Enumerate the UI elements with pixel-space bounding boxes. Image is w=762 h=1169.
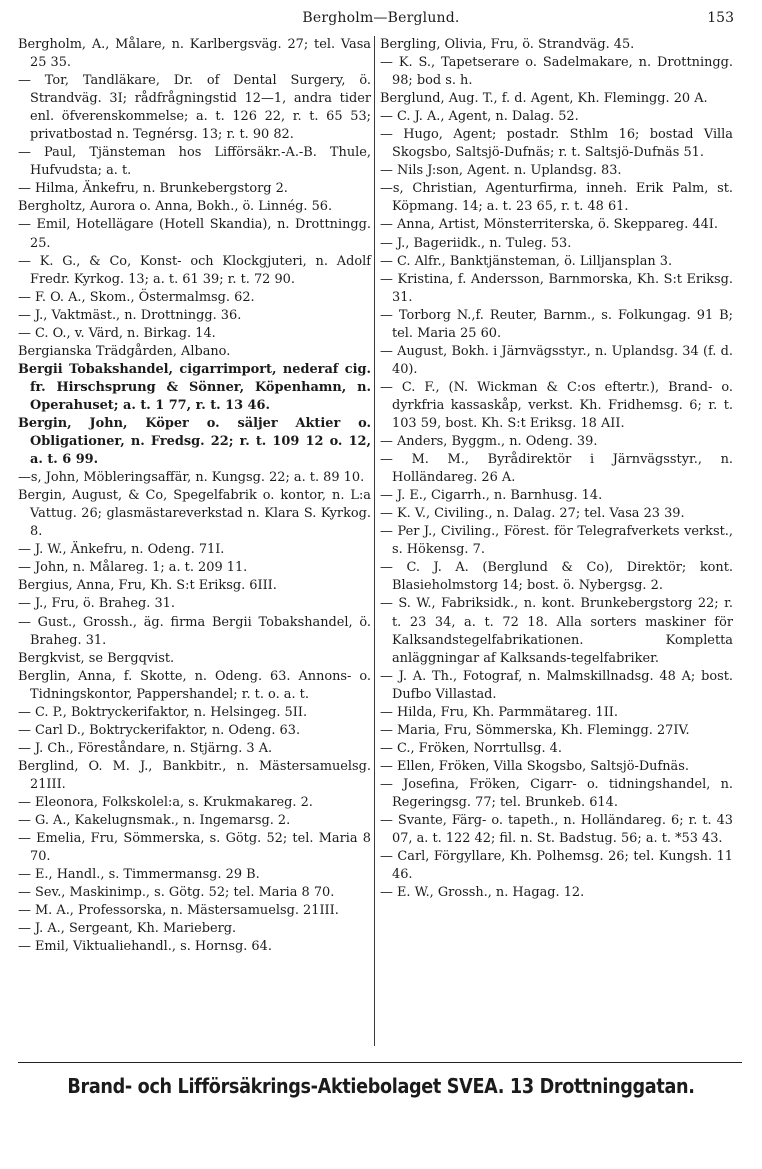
directory-entry: — Hilda, Fru, Kh. Parmmätareg. 1II. — [380, 704, 618, 720]
directory-entry: — J., Bageriidk., n. Tuleg. 53. — [380, 235, 572, 251]
directory-entry: — Carl, Förgyllare, Kh. Polhemsg. 26; tel. Kungsh. 11 46. — [380, 849, 733, 883]
directory-entry: — Paul, Tjänsteman hos Lifförsäkr.-A.-B. Thule, Hufvudsta; a. t. — [18, 145, 371, 179]
directory-entry: — F. O. A., Skom., Östermalmsg. 62. — [18, 289, 255, 305]
directory-entry: — Emelia, Fru, Sömmerska, s. Götg. 52; tel. Maria 8 70. — [18, 831, 371, 865]
directory-entry: — C., Fröken, Norrtullsg. 4. — [380, 740, 562, 756]
advertisement-banner: Brand- och Lifförsäkrings-Aktiebolaget SVEA. 13 Drottninggatan. — [67, 1074, 695, 1098]
directory-entry: — Kristina, f. Andersson, Barnmorska, Kh. S:t Eriksg. 31. — [380, 271, 733, 305]
footer-rule — [18, 1062, 742, 1063]
directory-entry: — K. S., Tapetserare o. Sadelmakare, n. Drottningg. 98; bod s. h. — [380, 55, 733, 89]
directory-entry: — J. E., Cigarrh., n. Barnhusg. 14. — [380, 488, 603, 504]
directory-entry: Bergholm, A., Målare, n. Karlbergsväg. 27; tel. Vasa 25 35. — [18, 37, 371, 71]
directory-entry: — Hilma, Änkefru, n. Brunkebergstorg 2. — [18, 181, 288, 197]
directory-entry: — J. Ch., Föreståndare, n. Stjärng. 3 A. — [18, 740, 273, 756]
directory-entry: Bergius, Anna, Fru, Kh. S:t Eriksg. 6III. — [18, 578, 277, 594]
directory-entry: — J., Vaktmäst., n. Drottningg. 36. — [18, 307, 242, 323]
directory-entry: — C. F., (N. Wickman & C:os eftertr.), Brand- o. dyrkfria kassaskåp, verkst. Kh. Fridhemsg. 6; r. t. 103 59, bost. Kh. S:t Eriksg. 18 AII. — [380, 379, 733, 431]
directory-entry: — Tor, Tandläkare, Dr. of Dental Surgery, ö. Strandväg. 3I; rådfrågningstid 12—1, andra tider enl. öfverenskommelse; a. t. 126 22, r. t. 65 53; privatbostad n. Tegnérsg. 13; r. t. 90 82. — [18, 73, 371, 143]
directory-entry: — J. W., Änkefru, n. Odeng. 71I. — [18, 542, 225, 558]
directory-entry: — Emil, Viktualiehandl., s. Hornsg. 64. — [18, 939, 272, 955]
directory-entry: — S. W., Fabriksidk., n. kont. Brunkebergstorg 22; r. t. 23 34, a. t. 72 18. Alla sorters maskiner för Kalksandstegelfabrikationen. Kompletta anläggningar af Kalksands-tegelfabriker. — [380, 596, 733, 666]
directory-entry: — Torborg N.,f. Reuter, Barnm., s. Folkungag. 91 B; tel. Maria 25 60. — [380, 307, 733, 341]
directory-entry: — Nils J:son, Agent. n. Uplandsg. 83. — [380, 163, 622, 179]
directory-entry: — J., Fru, ö. Braheg. 31. — [18, 596, 175, 612]
directory-entry: Berglind, O. M. J., Bankbitr., n. Mästersamuelsg. 21III. — [18, 758, 371, 792]
directory-entry: — Hugo, Agent; postadr. Sthlm 16; bostad Villa Skogsbo, Saltsjö-Dufnäs; r. t. Saltsjö-Dufnäs 51. — [380, 127, 733, 161]
directory-entry: — Anders, Byggm., n. Odeng. 39. — [380, 434, 598, 450]
directory-entry: Berglund, Aug. T., f. d. Agent, Kh. Flemingg. 20 A. — [380, 91, 708, 107]
directory-entry: — Ellen, Fröken, Villa Skogsbo, Saltsjö-Dufnäs. — [380, 758, 689, 774]
directory-entry: — Eleonora, Folkskolel:a, s. Krukmakareg. 2. — [18, 794, 313, 810]
directory-entry: —s, John, Möbleringsaffär, n. Kungsg. 22; a. t. 89 10. — [18, 470, 365, 486]
directory-columns — [18, 36, 742, 1054]
directory-entry: — C. J. A. (Berglund & Co), Direktör; kont. Blasieholmstorg 14; bost. ö. Nybergsg. 2. — [380, 560, 733, 594]
directory-entry: — K. G., & Co, Konst- och Klockgjuteri, n. Adolf Fredr. Kyrkog. 13; a. t. 61 39; r. t. 72 90. — [18, 253, 371, 287]
directory-entry: — Per J., Civiling., Förest. för Telegrafverkets verkst., s. Hökensg. 7. — [380, 524, 733, 558]
directory-entry: Bergin, John, Köper o. säljer Aktier o. Obligationer, n. Fredsg. 22; r. t. 109 12 o. 12, a. t. 6 99. — [18, 415, 371, 468]
page-number: 153 — [707, 10, 734, 26]
directory-entry: — M. A., Professorska, n. Mästersamuelsg. 21III. — [18, 903, 339, 919]
directory-entry: Bergin, August, & Co, Spegelfabrik o. kontor, n. L:a Vattug. 26; glasmästareverkstad n. Klara S. Kyrkog. 8. — [18, 488, 371, 540]
directory-entry: — Maria, Fru, Sömmerska, Kh. Flemingg. 27IV. — [380, 722, 690, 738]
directory-entry: — Svante, Färg- o. tapeth., n. Holländareg. 6; r. t. 43 07, a. t. 122 42; fil. n. St. Badstug. 56; a. t. *53 43. — [380, 813, 733, 847]
directory-entry: — Josefina, Fröken, Cigarr- o. tidningshandel, n. Regeringsg. 77; tel. Brunkeb. 614. — [380, 776, 733, 810]
directory-entry: — C. Alfr., Banktjänsteman, ö. Lilljansplan 3. — [380, 253, 673, 269]
directory-entry: — C. P., Boktryckerifaktor, n. Helsingeg. 5II. — [18, 704, 308, 720]
directory-entry: — E. W., Grossh., n. Hagag. 12. — [380, 885, 585, 901]
directory-entry: — Emil, Hotellägare (Hotell Skandia), n. Drottningg. 25. — [18, 217, 371, 251]
directory-entry: — Gust., Grossh., äg. firma Bergii Tobakshandel, ö. Braheg. 31. — [18, 614, 371, 648]
directory-entry: — John, n. Målareg. 1; a. t. 209 11. — [18, 560, 248, 576]
directory-entry: — G. A., Kakelugnsmak., n. Ingemarsg. 2. — [18, 813, 291, 829]
page-header — [18, 10, 744, 32]
right-column — [380, 36, 733, 902]
directory-entry: — Anna, Artist, Mönsterriterska, ö. Skeppareg. 44I. — [380, 217, 718, 233]
directory-entry: Berglin, Anna, f. Skotte, n. Odeng. 63. Annons- o. Tidningskontor, Pappershandel; r. t. o. a. t. — [18, 668, 371, 702]
directory-entry: — M. M., Byrådirektör i Järnvägsstyr., n. Holländareg. 26 A. — [380, 452, 733, 486]
directory-entry: — Carl D., Boktryckerifaktor, n. Odeng. 63. — [18, 722, 301, 738]
left-column — [18, 36, 371, 956]
directory-entry: Bergholtz, Aurora o. Anna, Bokh., ö. Linnég. 56. — [18, 199, 333, 215]
directory-entry: — J. A. Th., Fotograf, n. Malmskillnadsg. 48 A; bost. Dufbo Villastad. — [380, 668, 733, 702]
directory-entry: — C. O., v. Värd, n. Birkag. 14. — [18, 325, 216, 341]
running-title: Bergholm—Berglund. — [302, 10, 460, 26]
directory-entry: — Sev., Maskinimp., s. Götg. 52; tel. Maria 8 70. — [18, 885, 335, 901]
directory-entry: — K. V., Civiling., n. Dalag. 27; tel. Vasa 23 39. — [380, 506, 685, 522]
directory-entry: — C. J. A., Agent, n. Dalag. 52. — [380, 109, 579, 125]
directory-entry: Bergianska Trädgården, Albano. — [18, 343, 231, 359]
directory-entry: Bergkvist, se Bergqvist. — [18, 650, 175, 666]
directory-entry: Bergling, Olivia, Fru, ö. Strandväg. 45. — [380, 37, 635, 52]
column-divider — [374, 36, 375, 1046]
directory-entry: —s, Christian, Agenturfirma, inneh. Erik Palm, st. Köpmang. 14; a. t. 23 65, r. t. 48 61. — [380, 181, 733, 215]
directory-entry: Bergii Tobakshandel, cigarrimport, nederaf cig. fr. Hirschsprung & Sönner, Köpenhamn, n. Operahuset; a. t. 1 77, r. t. 13 46. — [18, 361, 371, 413]
directory-entry: — J. A., Sergeant, Kh. Marieberg. — [18, 921, 237, 937]
directory-entry: — E., Handl., s. Timmermansg. 29 B. — [18, 867, 260, 883]
directory-entry: — August, Bokh. i Järnvägsstyr., n. Uplandsg. 34 (f. d. 40). — [380, 343, 733, 377]
